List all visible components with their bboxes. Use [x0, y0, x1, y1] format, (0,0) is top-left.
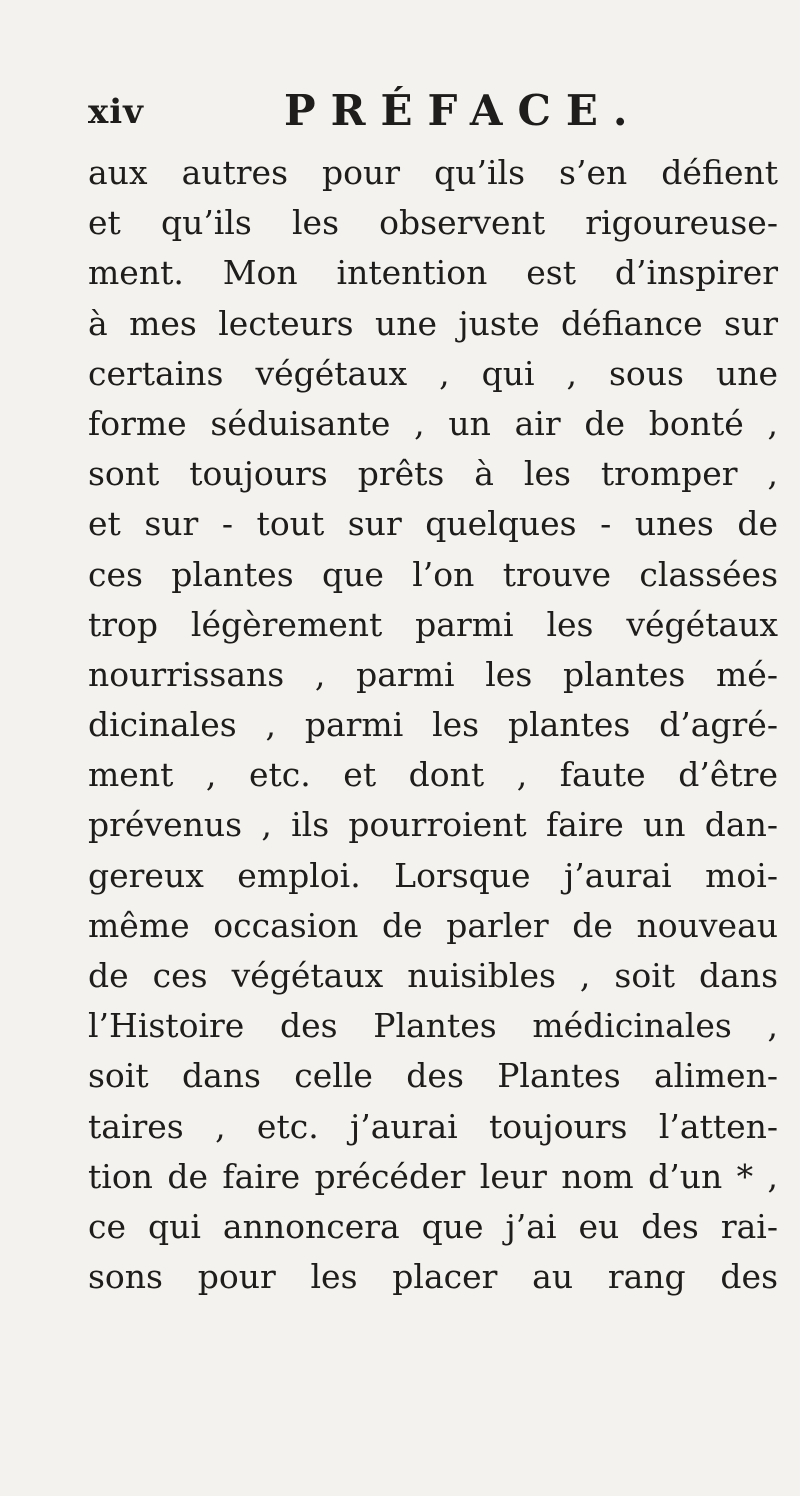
text-line: ce qui annoncera que j’ai eu des rai- [88, 1206, 778, 1246]
text-line: prévenus , ils pourroient faire un dan- [88, 805, 778, 845]
page-header [88, 86, 768, 146]
text-line: l’Histoire des Plantes médicinales , [88, 1006, 778, 1046]
text-line: ces plantes que l’on trouve classées [88, 554, 778, 594]
running-title: PRÉFACE. [284, 86, 643, 135]
text-line: taires , etc. j’aurai toujours l’atten- [88, 1106, 778, 1146]
text-line: ment , etc. et dont , faute d’être [88, 755, 778, 795]
text-line: soit dans celle des Plantes alimen- [88, 1056, 778, 1096]
text-line: dicinales , parmi les plantes d’agré- [88, 705, 778, 745]
text-line: même occasion de parler de nouveau [88, 905, 778, 945]
page-number: xiv [88, 92, 144, 132]
body-text [88, 148, 778, 1302]
text-line: aux autres pour qu’ils s’en défient [88, 153, 778, 192]
text-line: certains végétaux , qui , sous une [88, 353, 778, 393]
text-line: de ces végétaux nuisibles , soit dans [88, 956, 778, 995]
text-line: gereux emploi. Lorsque j’aurai moi- [88, 855, 778, 895]
text-line: et qu’ils les observent rigoureuse- [88, 203, 778, 243]
text-line: forme séduisante , un air de bonté , [88, 403, 778, 443]
text-line: ment. Mon intention est d’inspirer [88, 253, 778, 293]
text-line: sons pour les placer au rang des [88, 1257, 778, 1297]
text-line: à mes lecteurs une juste défiance sur [88, 303, 778, 343]
text-line: nourrissans , parmi les plantes mé- [88, 654, 778, 694]
text-line: et sur - tout sur quelques - unes de [88, 504, 778, 544]
text-line: trop légèrement parmi les végétaux [88, 604, 778, 644]
text-line: tion de faire précéder leur nom d’un * , [88, 1156, 778, 1196]
text-line: sont toujours prêts à les tromper , [88, 454, 778, 494]
